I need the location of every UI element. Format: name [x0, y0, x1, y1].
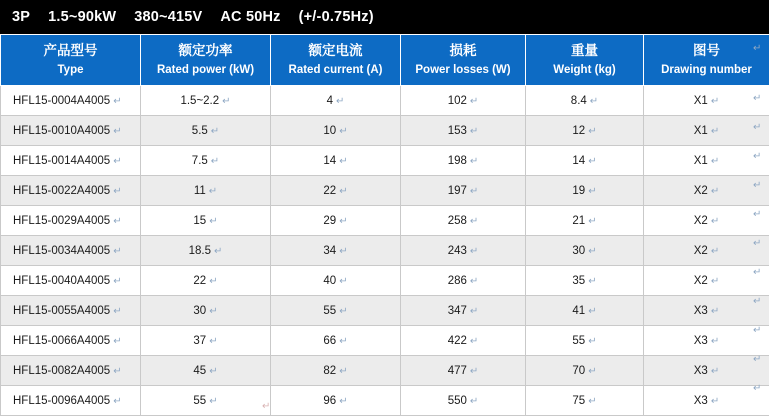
cell-weight [526, 236, 644, 266]
cell-power-losses-value: 258 [448, 215, 467, 227]
cell-type [1, 296, 141, 326]
cell-weight [526, 146, 644, 176]
paragraph-mark-icon: ↵ [470, 216, 478, 227]
cell-rated-power [141, 296, 271, 326]
cell-type [1, 116, 141, 146]
paragraph-mark-icon: ↵ [209, 396, 217, 407]
cell-power-losses-value: 286 [448, 275, 467, 287]
cell-type [1, 236, 141, 266]
margin-paragraph-mark-icon: ↵ [753, 229, 767, 258]
table-row [1, 86, 769, 116]
table-body [1, 86, 769, 416]
paragraph-mark-icon: ↵ [711, 336, 719, 347]
cell-power-losses-value: 422 [448, 335, 467, 347]
cell-type-value: HFL15-0096A4005 [13, 395, 110, 407]
margin-paragraph-mark-icon: ↵ [753, 171, 767, 200]
cell-drawing-number-value: X2 [694, 275, 708, 287]
cell-drawing-number [644, 146, 769, 176]
paragraph-mark-icon: ↵ [711, 396, 719, 407]
cell-rated-current-value: 10 [323, 125, 336, 137]
margin-paragraph-mark-icon: ↵ [753, 142, 767, 171]
cell-power-losses [401, 146, 526, 176]
paragraph-mark-icon: ↵ [211, 156, 219, 167]
paragraph-mark-icon: ↵ [209, 306, 217, 317]
cell-drawing-number [644, 116, 769, 146]
cell-rated-power [141, 176, 271, 206]
cell-rated-current [271, 116, 401, 146]
cell-type-value: HFL15-0034A4005 [13, 245, 110, 257]
paragraph-mark-icon: ↵ [113, 216, 121, 227]
title-segment-power-range: 1.5~90kW [48, 9, 116, 25]
paragraph-mark-icon: ↵ [339, 396, 347, 407]
column-header-type [1, 35, 141, 86]
paragraph-mark-icon: ↵ [588, 276, 596, 287]
cell-rated-current [271, 86, 401, 116]
paragraph-mark-icon: ↵ [588, 336, 596, 347]
cell-rated-current-value: 40 [323, 275, 336, 287]
cell-rated-power [141, 116, 271, 146]
paragraph-mark-icon: ↵ [113, 246, 121, 257]
cell-weight [526, 386, 644, 416]
cell-power-losses-value: 153 [448, 125, 467, 137]
cell-rated-current-value: 4 [327, 95, 333, 107]
cell-power-losses [401, 266, 526, 296]
cell-power-losses-value: 347 [448, 305, 467, 317]
margin-paragraph-mark-icon: ↵ [753, 345, 767, 374]
cell-rated-current [271, 146, 401, 176]
column-header-power-losses-en: Power losses (W) [401, 61, 525, 79]
paragraph-mark-icon: ↵ [590, 96, 598, 107]
title-segment-voltage: 380~415V [134, 9, 202, 25]
column-header-weight-en: Weight (kg) [526, 61, 643, 79]
cell-drawing-number-value: X2 [694, 185, 708, 197]
column-header-power-losses [401, 35, 526, 86]
cell-power-losses [401, 296, 526, 326]
cell-weight-value: 75 [572, 395, 585, 407]
cell-rated-current [271, 206, 401, 236]
cell-weight-value: 35 [572, 275, 585, 287]
column-header-drawing-number-en: Drawing number [644, 61, 769, 79]
cell-type-value: HFL15-0055A4005 [13, 305, 110, 317]
paragraph-mark-icon: ↵ [588, 396, 596, 407]
paragraph-mark-icon: ↵ [209, 216, 217, 227]
column-header-weight-cn: 重量 [526, 41, 643, 61]
cell-type [1, 86, 141, 116]
paragraph-mark-icon: ↵ [470, 336, 478, 347]
cell-power-losses [401, 386, 526, 416]
cell-drawing-number [644, 206, 769, 236]
cell-rated-power [141, 146, 271, 176]
cell-weight [526, 326, 644, 356]
cell-drawing-number-value: X2 [694, 245, 708, 257]
cell-type-value: HFL15-0082A4005 [13, 365, 110, 377]
cell-weight-value: 12 [572, 125, 585, 137]
cell-drawing-number-value: X1 [694, 95, 708, 107]
cell-rated-current-value: 66 [323, 335, 336, 347]
cell-drawing-number [644, 356, 769, 386]
table-row [1, 116, 769, 146]
cell-drawing-number-value: X3 [694, 365, 708, 377]
cell-power-losses-value: 243 [448, 245, 467, 257]
table-row [1, 386, 769, 416]
paragraph-mark-icon: ↵ [113, 396, 121, 407]
cell-drawing-number [644, 386, 769, 416]
paragraph-mark-icon: ↵ [214, 246, 222, 257]
cell-weight-value: 19 [572, 185, 585, 197]
cell-drawing-number-value: X3 [694, 395, 708, 407]
cell-rated-power [141, 356, 271, 386]
cell-type-value: HFL15-0022A4005 [13, 185, 110, 197]
paragraph-mark-icon: ↵ [711, 276, 719, 287]
cell-rated-power [141, 236, 271, 266]
margin-paragraph-mark-icon: ↵ [753, 84, 767, 113]
cell-rated-current-value: 82 [323, 365, 336, 377]
paragraph-mark-icon: ↵ [470, 276, 478, 287]
cell-drawing-number [644, 236, 769, 266]
cell-weight-value: 14 [572, 155, 585, 167]
margin-paragraph-mark-icon: ↵ [753, 287, 767, 316]
cell-rated-current [271, 326, 401, 356]
table-header [1, 35, 769, 86]
cell-weight [526, 296, 644, 326]
cell-power-losses [401, 116, 526, 146]
cell-drawing-number-value: X1 [694, 155, 708, 167]
paragraph-mark-icon: ↵ [588, 306, 596, 317]
title-bar [0, 0, 769, 34]
paragraph-mark-icon: ↵ [711, 156, 719, 167]
cell-rated-current-value: 55 [323, 305, 336, 317]
cell-drawing-number [644, 176, 769, 206]
specification-table [0, 34, 769, 416]
cell-rated-power-value: 7.5 [192, 155, 208, 167]
paragraph-mark-icon: ↵ [470, 186, 478, 197]
paragraph-mark-icon: ↵ [588, 126, 596, 137]
cell-type [1, 146, 141, 176]
cell-weight [526, 86, 644, 116]
cell-power-losses [401, 356, 526, 386]
cell-type-value: HFL15-0040A4005 [13, 275, 110, 287]
cell-weight [526, 176, 644, 206]
cell-weight-value: 55 [572, 335, 585, 347]
cell-type [1, 326, 141, 356]
cell-type [1, 266, 141, 296]
cell-weight-value: 30 [572, 245, 585, 257]
cell-power-losses [401, 326, 526, 356]
paragraph-mark-icon: ↵ [339, 336, 347, 347]
paragraph-mark-icon: ↵ [113, 126, 121, 137]
cell-weight [526, 356, 644, 386]
footer-paragraph-mark: ↵ [262, 401, 270, 412]
paragraph-mark-icon: ↵ [113, 276, 121, 287]
table-row [1, 236, 769, 266]
cell-rated-current-value: 22 [323, 185, 336, 197]
cell-rated-power-value: 30 [193, 305, 206, 317]
cell-rated-power-value: 11 [194, 185, 206, 197]
cell-power-losses-value: 550 [448, 395, 467, 407]
cell-rated-current [271, 236, 401, 266]
paragraph-mark-icon: ↵ [588, 246, 596, 257]
table-row [1, 146, 769, 176]
cell-drawing-number [644, 326, 769, 356]
cell-rated-power-value: 1.5~2.2 [180, 95, 219, 107]
paragraph-mark-icon: ↵ [470, 246, 478, 257]
paragraph-mark-icon: ↵ [470, 126, 478, 137]
paragraph-mark-icon: ↵ [113, 306, 121, 317]
table-row [1, 206, 769, 236]
paragraph-mark-icon: ↵ [209, 276, 217, 287]
paragraph-mark-icon: ↵ [588, 186, 596, 197]
cell-type-value: HFL15-0014A4005 [13, 155, 110, 167]
column-header-weight [526, 35, 644, 86]
paragraph-mark-icon: ↵ [113, 96, 121, 107]
title-segment-frequency: AC 50Hz [220, 9, 280, 25]
paragraph-mark-icon: ↵ [470, 96, 478, 107]
margin-paragraph-mark-icon: ↵ [753, 316, 767, 345]
cell-rated-current [271, 176, 401, 206]
column-header-rated-current-cn: 额定电流 [271, 41, 400, 61]
cell-rated-current [271, 266, 401, 296]
cell-weight [526, 266, 644, 296]
cell-rated-power-value: 45 [193, 365, 206, 377]
cell-rated-power-value: 55 [193, 395, 206, 407]
cell-drawing-number-value: X1 [694, 125, 708, 137]
cell-drawing-number-value: X2 [694, 215, 708, 227]
cell-rated-power-value: 37 [193, 335, 206, 347]
cell-rated-power [141, 326, 271, 356]
cell-rated-power-value: 18.5 [189, 245, 211, 257]
cell-rated-power-value: 22 [193, 275, 206, 287]
paragraph-mark-icon: ↵ [711, 126, 719, 137]
paragraph-mark-icon: ↵ [113, 366, 121, 377]
paragraph-mark-icon: ↵ [339, 186, 347, 197]
margin-paragraph-mark-icon: ↵ [753, 258, 767, 287]
paragraph-mark-icon: ↵ [209, 336, 217, 347]
cell-power-losses [401, 176, 526, 206]
cell-rated-current [271, 296, 401, 326]
paragraph-mark-icon: ↵ [339, 126, 347, 137]
column-header-drawing-number [644, 35, 769, 86]
paragraph-mark-icon: ↵ [336, 96, 344, 107]
paragraph-mark-icon: ↵ [711, 216, 719, 227]
paragraph-mark-icon: ↵ [339, 306, 347, 317]
paragraph-mark-icon: ↵ [588, 156, 596, 167]
cell-rated-power-value: 5.5 [192, 125, 208, 137]
paragraph-mark-icon: ↵ [470, 396, 478, 407]
title-segment-phase: 3P [12, 9, 30, 25]
paragraph-mark-icon: ↵ [209, 366, 217, 377]
column-header-type-en: Type [1, 61, 140, 79]
paragraph-mark-icon: ↵ [339, 156, 347, 167]
cell-weight [526, 116, 644, 146]
paragraph-mark-icon: ↵ [339, 246, 347, 257]
cell-type-value: HFL15-0004A4005 [13, 95, 110, 107]
cell-weight-value: 70 [572, 365, 585, 377]
table-row [1, 266, 769, 296]
cell-rated-current-value: 29 [323, 215, 336, 227]
margin-paragraph-marks [753, 34, 767, 403]
table-row [1, 176, 769, 206]
cell-power-losses [401, 206, 526, 236]
cell-power-losses-value: 102 [448, 95, 467, 107]
cell-type-value: HFL15-0066A4005 [13, 335, 110, 347]
cell-rated-power [141, 86, 271, 116]
table-row [1, 326, 769, 356]
paragraph-mark-icon: ↵ [470, 366, 478, 377]
cell-rated-power [141, 386, 271, 416]
cell-rated-current-value: 14 [323, 155, 336, 167]
cell-weight-value: 41 [572, 305, 585, 317]
cell-type [1, 386, 141, 416]
cell-type-value: HFL15-0010A4005 [13, 125, 110, 137]
cell-power-losses-value: 197 [448, 185, 467, 197]
cell-rated-current [271, 386, 401, 416]
paragraph-mark-icon: ↵ [470, 156, 478, 167]
paragraph-mark-icon: ↵ [339, 276, 347, 287]
cell-drawing-number [644, 266, 769, 296]
cell-drawing-number-value: X3 [694, 305, 708, 317]
cell-rated-power [141, 206, 271, 236]
cell-power-losses-value: 477 [448, 365, 467, 377]
cell-weight [526, 206, 644, 236]
margin-mark-header-space: ↵ [753, 34, 767, 84]
cell-type [1, 176, 141, 206]
cell-weight-value: 21 [572, 215, 585, 227]
paragraph-mark-icon: ↵ [711, 366, 719, 377]
header-row [1, 35, 769, 86]
paragraph-mark-icon: ↵ [711, 96, 719, 107]
cell-rated-current [271, 356, 401, 386]
cell-rated-current-value: 34 [323, 245, 336, 257]
column-header-type-cn: 产品型号 [1, 41, 140, 61]
paragraph-mark-icon: ↵ [209, 186, 217, 197]
paragraph-mark-icon: ↵ [588, 216, 596, 227]
paragraph-mark-icon: ↵ [113, 186, 121, 197]
margin-paragraph-mark-icon: ↵ [753, 374, 767, 403]
cell-drawing-number-value: X3 [694, 335, 708, 347]
column-header-rated-current-en: Rated current (A) [271, 61, 400, 79]
column-header-rated-current [271, 35, 401, 86]
margin-paragraph-mark-icon: ↵ [753, 113, 767, 142]
title-segment-tolerance: (+/-0.75Hz) [299, 9, 374, 25]
cell-type [1, 356, 141, 386]
column-header-rated-power-en: Rated power (kW) [141, 61, 270, 79]
cell-weight-value: 8.4 [571, 95, 587, 107]
column-header-power-losses-cn: 损耗 [401, 41, 525, 61]
paragraph-mark-icon: ↵ [211, 126, 219, 137]
cell-power-losses-value: 198 [448, 155, 467, 167]
paragraph-mark-icon: ↵ [588, 366, 596, 377]
table-row [1, 356, 769, 386]
margin-paragraph-mark-icon: ↵ [753, 200, 767, 229]
paragraph-mark-icon: ↵ [113, 336, 121, 347]
table-row [1, 296, 769, 326]
cell-type [1, 206, 141, 236]
paragraph-mark-icon: ↵ [339, 216, 347, 227]
cell-rated-power [141, 266, 271, 296]
paragraph-mark-icon: ↵ [711, 186, 719, 197]
column-header-drawing-number-cn: 图号 [644, 41, 769, 61]
cell-power-losses [401, 86, 526, 116]
cell-rated-power-value: 15 [193, 215, 206, 227]
paragraph-mark-icon: ↵ [711, 306, 719, 317]
cell-rated-current-value: 96 [323, 395, 336, 407]
cell-drawing-number [644, 86, 769, 116]
column-header-rated-power [141, 35, 271, 86]
paragraph-mark-icon: ↵ [470, 306, 478, 317]
paragraph-mark-icon: ↵ [222, 96, 230, 107]
cell-power-losses [401, 236, 526, 266]
paragraph-mark-icon: ↵ [711, 246, 719, 257]
paragraph-mark-icon: ↵ [113, 156, 121, 167]
paragraph-mark-icon: ↵ [339, 366, 347, 377]
column-header-rated-power-cn: 额定功率 [141, 41, 270, 61]
cell-type-value: HFL15-0029A4005 [13, 215, 110, 227]
cell-drawing-number [644, 296, 769, 326]
